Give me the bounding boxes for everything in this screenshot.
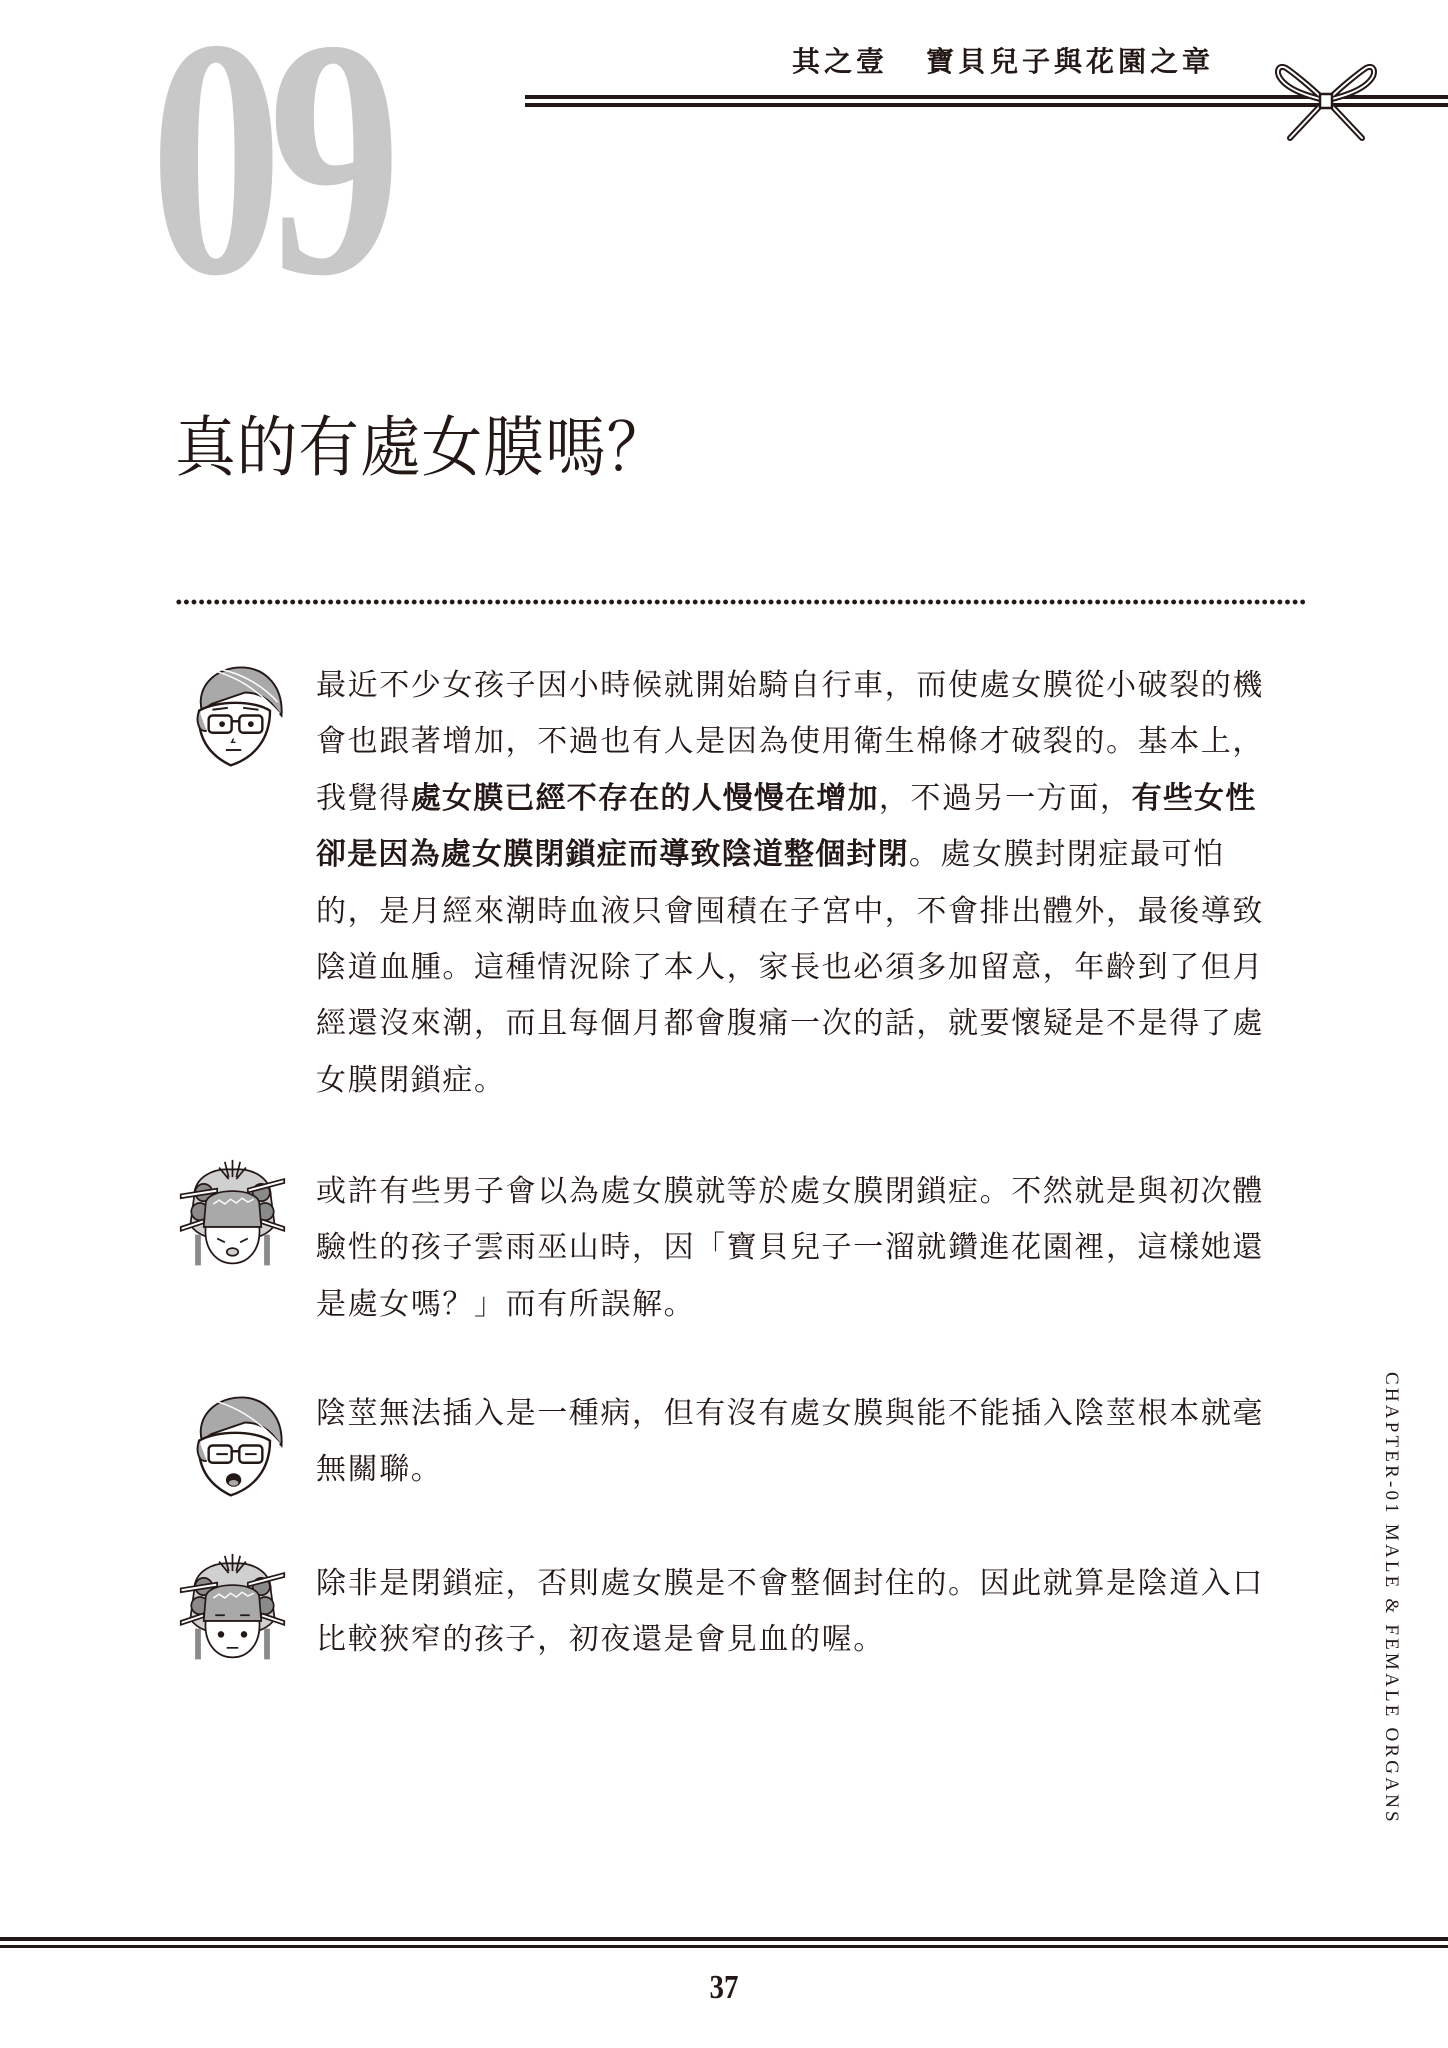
- dotted-divider: [175, 599, 1305, 605]
- doctor-avatar-icon: [178, 658, 293, 773]
- paragraph-line: [316, 1612, 1306, 1668]
- emphasis-text: 卻是因為處女膜閉鎖症而導致陰道整個封閉: [316, 837, 909, 873]
- body-text: 無關聯。: [316, 1452, 443, 1488]
- paragraph-line: [316, 1220, 1306, 1276]
- chapter-number: 09: [150, 0, 388, 346]
- ribbon-bow-icon: [1270, 58, 1382, 150]
- emphasis-text: 處女膜已經不存在的人慢慢在增加: [410, 780, 879, 816]
- paragraph-line: [316, 1386, 1306, 1442]
- body-text: 的，是月經來潮時血液只會囤積在子宮中，不會排出體外，最後導致: [316, 893, 1264, 929]
- body-text: 女膜閉鎖症。: [316, 1062, 506, 1098]
- emphasis-text: 有些女性: [1131, 780, 1257, 816]
- page-title: 真的有處女膜嗎？: [175, 409, 669, 486]
- paragraph-line: [316, 1556, 1306, 1612]
- body-text: 陰莖無法插入是一種病，但有沒有處女膜與能不能插入陰莖根本就毫: [316, 1396, 1264, 1431]
- paragraph-line: [316, 1053, 1306, 1109]
- body-text: 陰道血腫。這種情況除了本人，家長也必須多加留意，年齡到了但月: [316, 949, 1264, 985]
- paragraph-3: [316, 1386, 1306, 1499]
- page-number: 37: [709, 1969, 739, 2006]
- body-text: 比較狹窄的孩子，初夜還是會見血的喔。: [316, 1622, 885, 1658]
- body-text: ，不過另一方面，: [878, 780, 1132, 816]
- section-label: 寶貝兒子與花園之章: [926, 45, 1215, 78]
- running-header: [792, 44, 1214, 80]
- body-text: 除非是閉鎖症，否則處女膜是不會整個封住的。因此就算是陰道入口: [316, 1566, 1264, 1601]
- body-text: 驗性的孩子雲雨巫山時，因「寶貝兒子一溜就鑽進花園裡，這樣她還: [316, 1230, 1264, 1266]
- body-text: 我覺得: [316, 780, 411, 816]
- body-text: 。處女膜封閉症最可怕: [908, 837, 1225, 873]
- paragraph-line: [316, 771, 1306, 827]
- courtesan-avatar-icon: [175, 1552, 290, 1667]
- paragraph-line: [316, 1164, 1306, 1220]
- paragraph-line: [316, 658, 1306, 714]
- paragraph-line: [316, 714, 1306, 770]
- paragraph-1: [316, 658, 1306, 1109]
- body-text: 是處女嗎？」而有所誤解。: [316, 1286, 696, 1322]
- courtesan-avatar-icon: [175, 1158, 290, 1273]
- chapter-side-label: CHAPTER-01 MALE & FEMALE ORGANS: [1381, 1372, 1402, 1825]
- body-text: 最近不少女孩子因小時候就開始騎自行車，而使處女膜從小破裂的機: [316, 668, 1264, 703]
- paragraph-line: [316, 1442, 1306, 1498]
- paragraph-4: [316, 1556, 1306, 1669]
- paragraph-line: [316, 884, 1306, 940]
- body-text: 或許有些男子會以為處女膜就等於處女膜閉鎖症。不然就是與初次體: [316, 1174, 1264, 1209]
- doctor-surprised-avatar-icon: [178, 1388, 293, 1503]
- footer-rule-top: [0, 1937, 1448, 1941]
- paragraph-line: [316, 1277, 1306, 1333]
- body-text: 經還沒來潮，而且每個月都會腹痛一次的話，就要懷疑是不是得了處: [316, 1006, 1264, 1042]
- paragraph-line: [316, 996, 1306, 1052]
- footer-rule-bottom: [0, 1945, 1448, 1948]
- paragraph-line: [316, 940, 1306, 996]
- paragraph-line: [316, 827, 1306, 883]
- paragraph-2: [316, 1164, 1306, 1333]
- part-label: 其之壹: [792, 45, 889, 78]
- body-text: 會也跟著增加，不過也有人是因為使用衛生棉條才破裂的。基本上，: [316, 724, 1264, 760]
